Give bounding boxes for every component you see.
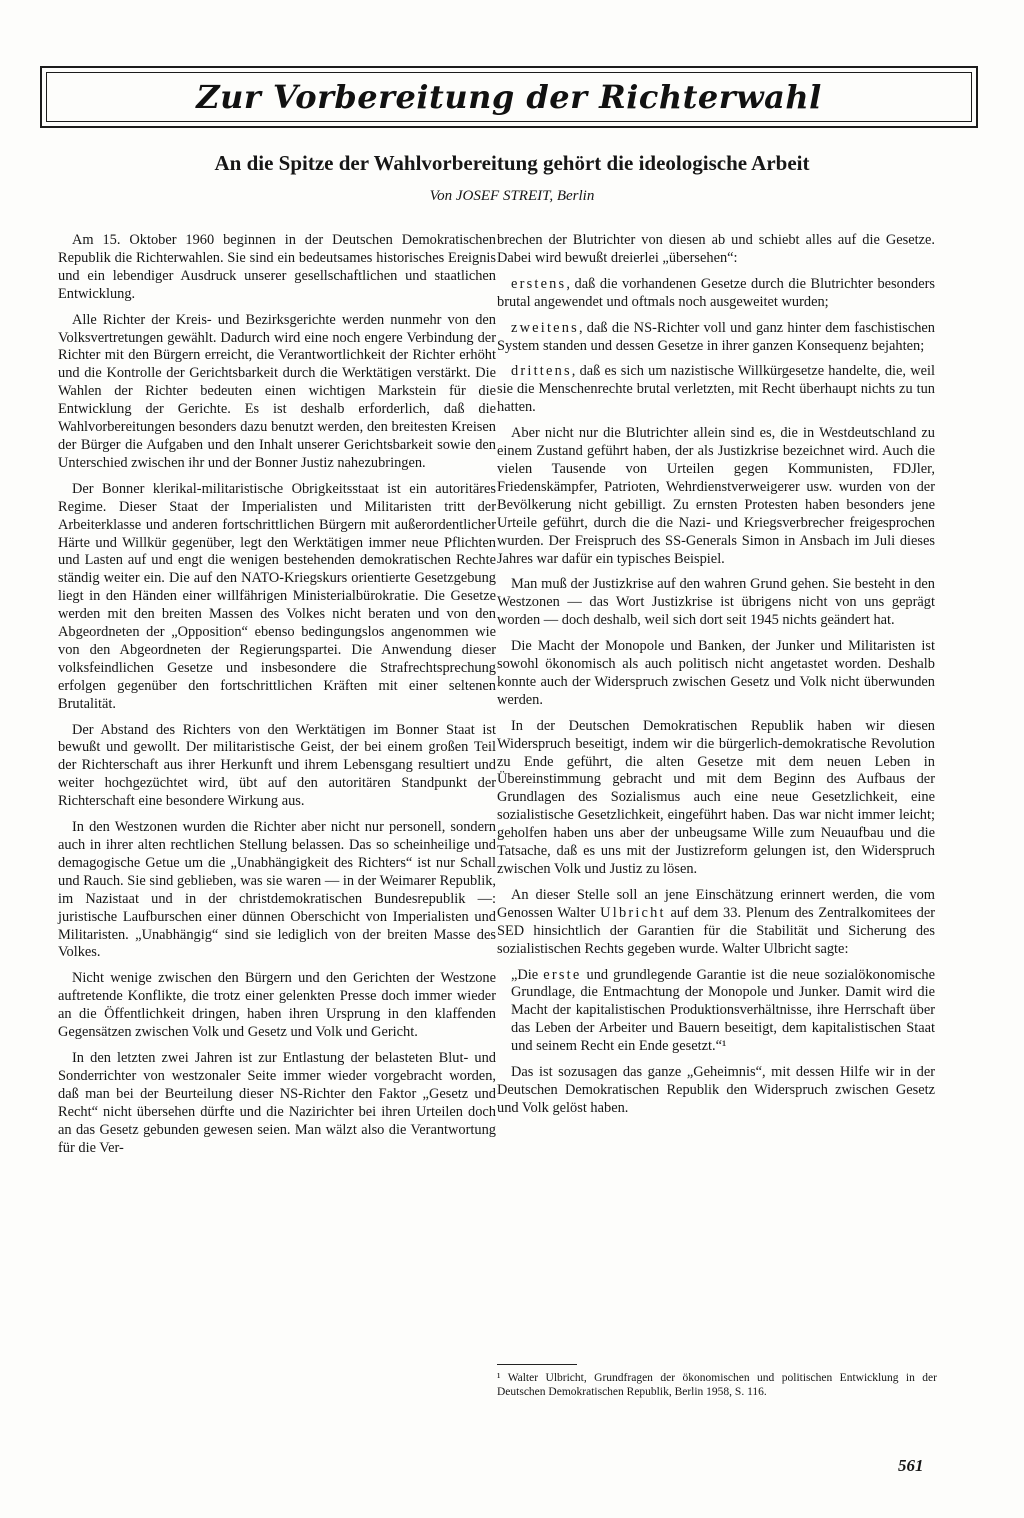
paragraph: Aber nicht nur die Blutrichter allein sind es, die in Westdeutschland zu einem Zustand geführt haben, der als Justizkrise bezeichnet wird. Auch die vielen Tausende von Urteilen gegen Kommunisten, FDJler, Friedenskämpfer, Patrioten, Wehrdienstverweigerer usw. wurden von der Bevölkerung nicht gebilligt. Zu ernsten Protesten haben besonders jene Urteile geführt, durch die die Nazi- und Kriegsverbrecher freigesprochen wurden. Der Freispruch des SS-Generals Simon in Ansbach im Juli dieses Jahres war dafür ein typisches Beispiel. (497, 425, 935, 567)
enumeration-text: , daß es sich um nazistische Willkürgesetze handelte, die, weil sie die Menschenrechte brutal verletzten, mit Recht überhaupt nichts zu tun hatten. (497, 363, 935, 416)
paragraph: In den Westzonen wurden die Richter aber nicht nur personell, sondern auch in ihrer alten rechtlichen Stellung belassen. Das so scheinheilige und demagogische Getue um die „Unabhängigkeit des Richters“ ist nur Schall und Rauch. Sie sind geblieben, was sie waren — in der Weimarer Republik, im Nazistaat und in der christdemokratischen Bundesrepublik —: juristische Laufburschen einer dünnen Oberschicht von Imperialisten und Militaristen. „Unabhängig“ sind sie lediglich von der breiten Masse des Volkes. (58, 819, 496, 961)
paragraph: Nicht wenige zwischen den Bürgern und den Gerichten der Westzone auftretende Konflikte, die trotz einer gelenkten Presse doch immer wieder an die Öffentlichkeit dringen, haben ihren Ursprung in den klaffenden Gegensätzen zwischen Volk und Gesetz und Volk und Gericht. (58, 970, 496, 1041)
article-headline: An die Spitze der Wahlvorbereitung gehört die ideologische Arbeit (214, 151, 810, 175)
paragraph: Der Abstand des Richters von den Werktätigen im Bonner Staat ist bewußt und gewollt. Der militaristische Geist, der bei einem großen Teil der Richterschaft aus ihrer Herkunft und ihrem Lebensgang resultiert und weiter hochgezüchtet wird, übt auf den autoritären Standpunkt der Richterschaft eine besondere Wirkung aus. (58, 721, 496, 810)
page-number: 561 (898, 1456, 924, 1475)
paragraph: Die Macht der Monopole und Banken, der Junker und Militaristen ist sowohl ökonomisch als auch politisch nicht angetastet worden. Deshalb konnte auch der Widerspruch zwischen Gesetz und Volk nicht überwunden werden. (497, 638, 935, 708)
title-banner-inner-frame (46, 72, 972, 122)
spaced-word: erste (543, 966, 582, 983)
footnote-rule (497, 1364, 577, 1365)
quote-text: und grundlegende Garantie ist die neue sozialökonomische Grundlage, die Entmachtung der Monopole und Junker. Damit wird die Macht der kapitalistischen Produktionsverhältnisse, ihre Herrschaft über das Leben der Arbeiter und Bauern beseitigt, dem kapitalistischen Staat und seinem Recht ein Ende gesetzt.“¹ (511, 966, 936, 1055)
left-column (58, 232, 496, 1165)
paragraph: Man muß der Justizkrise auf den wahren Grund gehen. Sie besteht in den Westzonen — das Wort Justizkrise ist übrigens nicht von uns geprägt worden — doch deshalb, weil sich dort seit 1945 nichts geändert hat. (497, 576, 935, 629)
block-quote (511, 967, 935, 1057)
paragraph: Am 15. Oktober 1960 beginnen in der Deutschen Demokratischen Republik die Richterwahlen. Sie sind ein bedeutsames historisches Ereignis und ein lebendiger Ausdruck unserer gesellschaftlichen und staatlichen Entwicklung. (58, 232, 496, 302)
article-byline: Von JOSEF STREIT, Berlin (429, 188, 595, 204)
spaced-label: erstens (511, 275, 567, 292)
spaced-name: Ulbricht (600, 904, 666, 921)
enumeration-text: , daß die vorhandenen Gesetze durch die Blutrichter besonders brutal angewendet und oftmals noch ausgeweitet wurden; (497, 275, 935, 310)
paragraph (497, 887, 935, 959)
paragraph: In der Deutschen Demokratischen Republik haben wir diesen Widerspruch beseitigt, indem wir die bürgerlich-demokratische Revolution zu Ende geführt, die alten Gesetze mit dem neuen Leben in Übereinstimmung gebracht und mit dem Beginn des Aufbaus der Grundlagen des Sozialismus auch eine neue Gesetzlichkeit, eine sozialistische Gesetzlichkeit, eingeführt haben. Das war nicht immer leicht; geholfen haben uns aber der unbeugsame Wille zum Neuaufbau und die Tatsache, daß es uns mit der Justizreform gelungen ist, den Widerspruch zwischen Volk und Justiz zu lösen. (497, 717, 935, 877)
enumeration-text: , daß die NS-Richter voll und ganz hinter dem faschistischen System standen und dessen Gesetze in ihrer ganzen Konsequenz bejahten; (497, 319, 935, 354)
footnote: ¹ Walter Ulbricht, Grundfragen der ökonomischen und politischen Entwicklung in der Deutschen Demokratischen Republik, Berlin 1958, S. 116. (497, 1372, 937, 1398)
paragraph: Alle Richter der Kreis- und Bezirksgerichte werden nunmehr von den Volksvertretungen gewählt. Dadurch wird eine noch engere Verbindung der Richter mit den Bürgern erreicht, die Verantwortlichkeit der Richter erhöht und die Kontrolle der Gerichtsbarkeit durch die Werktätigen verstärkt. Die Wahlen der Richter bedeuten einen wichtigen Markstein für die Entwicklung der Gerichte. Es ist deshalb erforderlich, daß die Wahlvorbereitungen besonders dazu benutzt werden, den breitesten Kreisen der Bürger die Aufgaben und den Inhalt unserer Gerichtsbarkeit sowie den Unterschied zwischen ihr und der Bonner Justiz nahezubringen. (58, 311, 496, 471)
enumeration-item (497, 276, 935, 312)
spaced-label: zweitens (511, 319, 579, 336)
enumeration-item (497, 320, 935, 356)
right-column (497, 232, 935, 1126)
paragraph: Das ist sozusagen das ganze „Geheimnis“, mit dessen Hilfe wir in der Deutschen Demokratischen Republik den Widerspruch zwischen Gesetz und Volk gelöst haben. (497, 1064, 935, 1116)
paragraph: In den letzten zwei Jahren ist zur Entlastung der belasteten Blut- und Sonderrichter von westzonaler Seite immer wieder vorgebracht worden, daß man bei der Beurteilung dieser NS-Richter den Faktor „Gesetz und Recht“ nicht übersehen dürfte und die Nazirichter bei ihren Urteilen doch an das Gesetz gebunden gewesen seien. Man wälzt also die Verantwortung für die Ver- (58, 1049, 496, 1156)
spaced-label: drittens (511, 363, 572, 380)
enumeration-item (497, 363, 935, 417)
quote-text: „Die (511, 966, 544, 983)
paragraph-text: auf dem 33. Plenum des Zentralkomitees der SED hinsichtlich der Garantien für die Stabilität und Sicherung des sozialistischen Rechts gegeben wurde. Walter Ulbricht sagte: (497, 904, 935, 957)
paragraph-text: An dieser Stelle soll an jene Einschätzung erinnert werden, die vom Genossen Walter (497, 886, 935, 921)
paragraph: Der Bonner klerikal-militaristische Obrigkeitsstaat ist ein autoritäres Regime. Dieser Staat der Imperialisten und Militaristen tritt der Arbeiterklasse und anderen fortschrittlichen Bürgern mit außerordentlicher Härte und Willkür gegenüber, legt den Werktätigen immer neue Pflichten und Lasten auf und engt die wenigen bestehenden demokratischen Rechte ständig weiter ein. Die auf den NATO-Kriegskurs orientierte Gesetzgebung liegt in den Händen einer willfährigen Ministerialbürokratie. Die Gesetze werden mit den breiten Massen des Volkes nicht beraten und von den Abgeordneten der „Opposition“ ebenso bedingungslos angenommen wie von den Abgeordneten der Regierungspartei. Die Anwendung dieser volksfeindlichen Gesetze und insbesondere die Strafrechtsprechung erfolgen gegenüber den fortschrittlichen Kräften mit einer seltenen Brutalität. (58, 480, 496, 712)
paragraph: brechen der Blutrichter von diesen ab und schiebt alles auf die Gesetze. Dabei wird bewußt dreierlei „übersehen“: (497, 232, 935, 266)
section-title: Zur Vorbereitung der Richterwahl (196, 78, 822, 116)
title-banner (40, 66, 978, 128)
